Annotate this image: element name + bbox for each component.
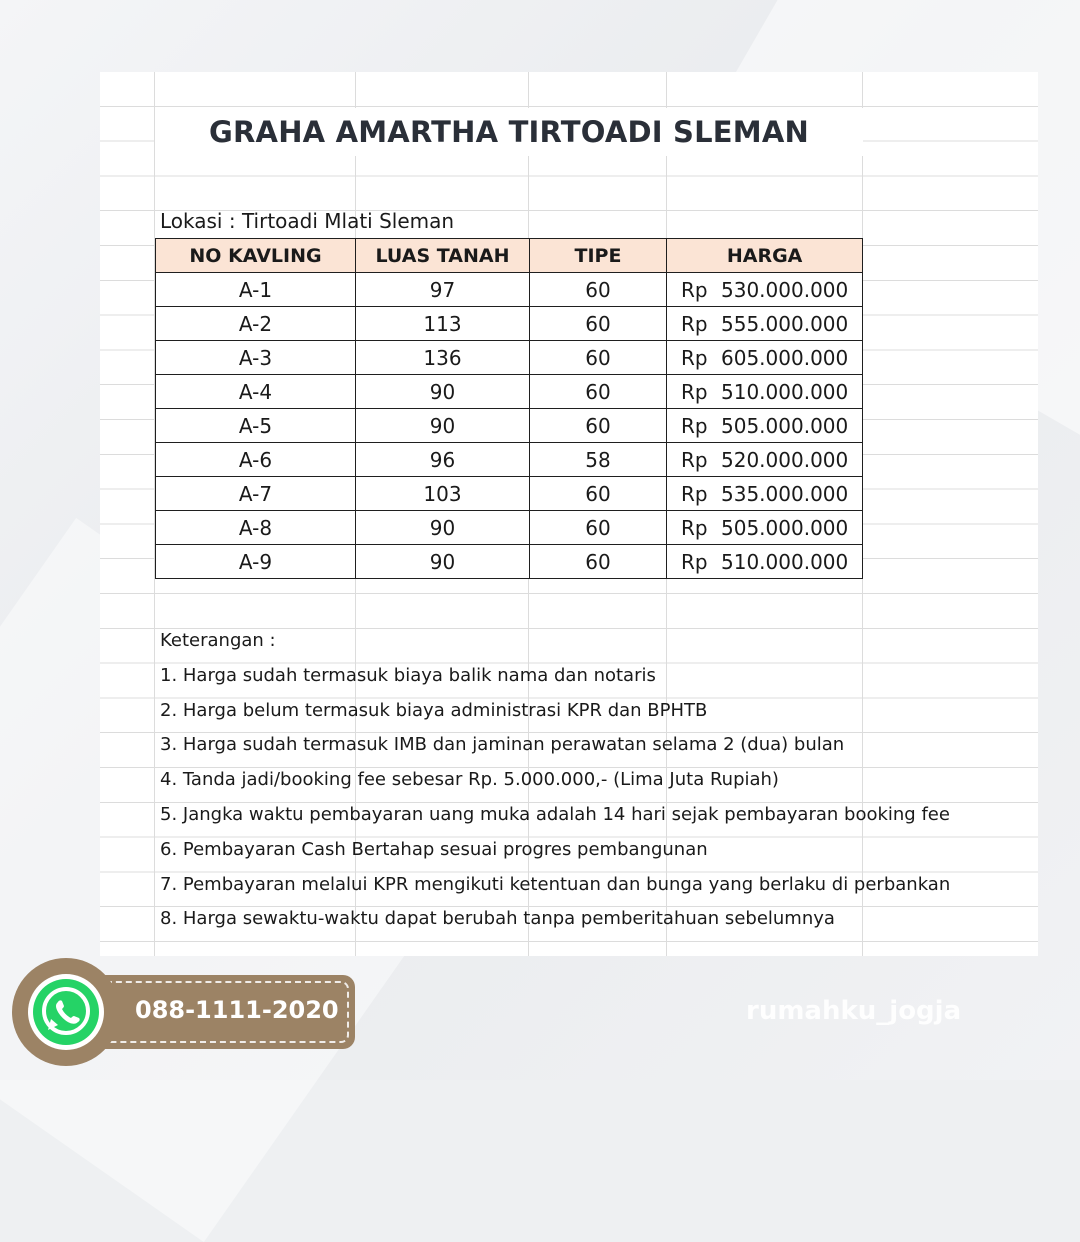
currency-label: Rp: [681, 549, 708, 574]
price-value: 535.000.000: [721, 481, 849, 506]
cell-luas: 96: [356, 443, 530, 477]
table-row: [156, 511, 863, 545]
cell-harga: [667, 341, 863, 375]
cell-luas: 113: [356, 307, 530, 341]
currency-label: Rp: [681, 413, 708, 438]
note-item: 3. Harga sudah termasuk IMB dan jaminan perawatan selama 2 (dua) bulan: [160, 734, 845, 756]
cell-tipe: 60: [530, 341, 667, 375]
header-no-kavling: NO KAVLING: [156, 239, 356, 273]
price-table: [155, 238, 863, 579]
table-header-row: [156, 239, 863, 273]
note-item: 7. Pembayaran melalui KPR mengikuti ketentuan dan bunga yang berlaku di perbankan: [160, 873, 951, 895]
table-row: [156, 443, 863, 477]
currency-label: Rp: [681, 345, 708, 370]
cell-luas: 90: [356, 409, 530, 443]
table-row: [156, 307, 863, 341]
header-tipe: TIPE: [530, 239, 667, 273]
cell-tipe: 60: [530, 545, 667, 579]
notes-section: [160, 624, 950, 937]
phone-number[interactable]: 088-1111-2020: [135, 996, 339, 1024]
price-value: 505.000.000: [721, 413, 849, 438]
brand-watermark: rumahku_jogja: [746, 996, 962, 1026]
cell-harga: [667, 375, 863, 409]
note-item: 4. Tanda jadi/booking fee sebesar Rp. 5.000.000,- (Lima Juta Rupiah): [160, 769, 779, 791]
cell-tipe: 60: [530, 307, 667, 341]
cell-tipe: 60: [530, 409, 667, 443]
price-value: 510.000.000: [721, 379, 849, 404]
header-harga: HARGA: [667, 239, 863, 273]
cell-kavling: A-1: [156, 273, 356, 307]
cell-kavling: A-3: [156, 341, 356, 375]
cell-tipe: 60: [530, 273, 667, 307]
price-value: 555.000.000: [721, 311, 849, 336]
currency-label: Rp: [681, 447, 708, 472]
cell-harga: [667, 545, 863, 579]
cell-tipe: 58: [530, 443, 667, 477]
note-item: 1. Harga sudah termasuk biaya balik nama dan notaris: [160, 664, 656, 686]
cell-luas: 136: [356, 341, 530, 375]
cell-luas: 90: [356, 545, 530, 579]
currency-label: Rp: [681, 515, 708, 540]
location-text: Lokasi : Tirtoadi Mlati Sleman: [160, 209, 455, 233]
note-item: 2. Harga belum termasuk biaya administrasi KPR dan BPHTB: [160, 699, 708, 721]
cell-harga: [667, 443, 863, 477]
cell-kavling: A-7: [156, 477, 356, 511]
table-row: [156, 341, 863, 375]
cell-tipe: 60: [530, 511, 667, 545]
page-title: GRAHA AMARTHA TIRTOADI SLEMAN: [155, 108, 863, 156]
currency-label: Rp: [681, 481, 708, 506]
cell-luas: 97: [356, 273, 530, 307]
whatsapp-icon: [26, 972, 106, 1052]
cell-luas: 103: [356, 477, 530, 511]
price-value: 510.000.000: [721, 549, 849, 574]
cell-kavling: A-2: [156, 307, 356, 341]
cell-kavling: A-5: [156, 409, 356, 443]
cell-tipe: 60: [530, 477, 667, 511]
cell-luas: 90: [356, 375, 530, 409]
cell-harga: [667, 511, 863, 545]
table-row: [156, 545, 863, 579]
price-value: 520.000.000: [721, 447, 849, 472]
currency-label: Rp: [681, 311, 708, 336]
table-row: [156, 409, 863, 443]
cell-kavling: A-4: [156, 375, 356, 409]
table-row: [156, 273, 863, 307]
note-item: 5. Jangka waktu pembayaran uang muka adalah 14 hari sejak pembayaran booking fee: [160, 803, 950, 825]
cell-tipe: 60: [530, 375, 667, 409]
whatsapp-badge: [12, 958, 120, 1066]
cell-harga: [667, 477, 863, 511]
price-value: 605.000.000: [721, 345, 849, 370]
note-item: 6. Pembayaran Cash Bertahap sesuai progres pembangunan: [160, 838, 708, 860]
currency-label: Rp: [681, 277, 708, 302]
cell-kavling: A-9: [156, 545, 356, 579]
currency-label: Rp: [681, 379, 708, 404]
cell-luas: 90: [356, 511, 530, 545]
table-row: [156, 375, 863, 409]
cell-harga: [667, 409, 863, 443]
table-row: [156, 477, 863, 511]
header-luas-tanah: LUAS TANAH: [356, 239, 530, 273]
price-value: 505.000.000: [721, 515, 849, 540]
note-item: 8. Harga sewaktu-waktu dapat berubah tanpa pemberitahuan sebelumnya: [160, 908, 835, 930]
cell-harga: [667, 273, 863, 307]
price-value: 530.000.000: [721, 277, 849, 302]
cell-kavling: A-8: [156, 511, 356, 545]
cell-kavling: A-6: [156, 443, 356, 477]
notes-heading: Keterangan :: [160, 630, 276, 651]
cell-harga: [667, 307, 863, 341]
